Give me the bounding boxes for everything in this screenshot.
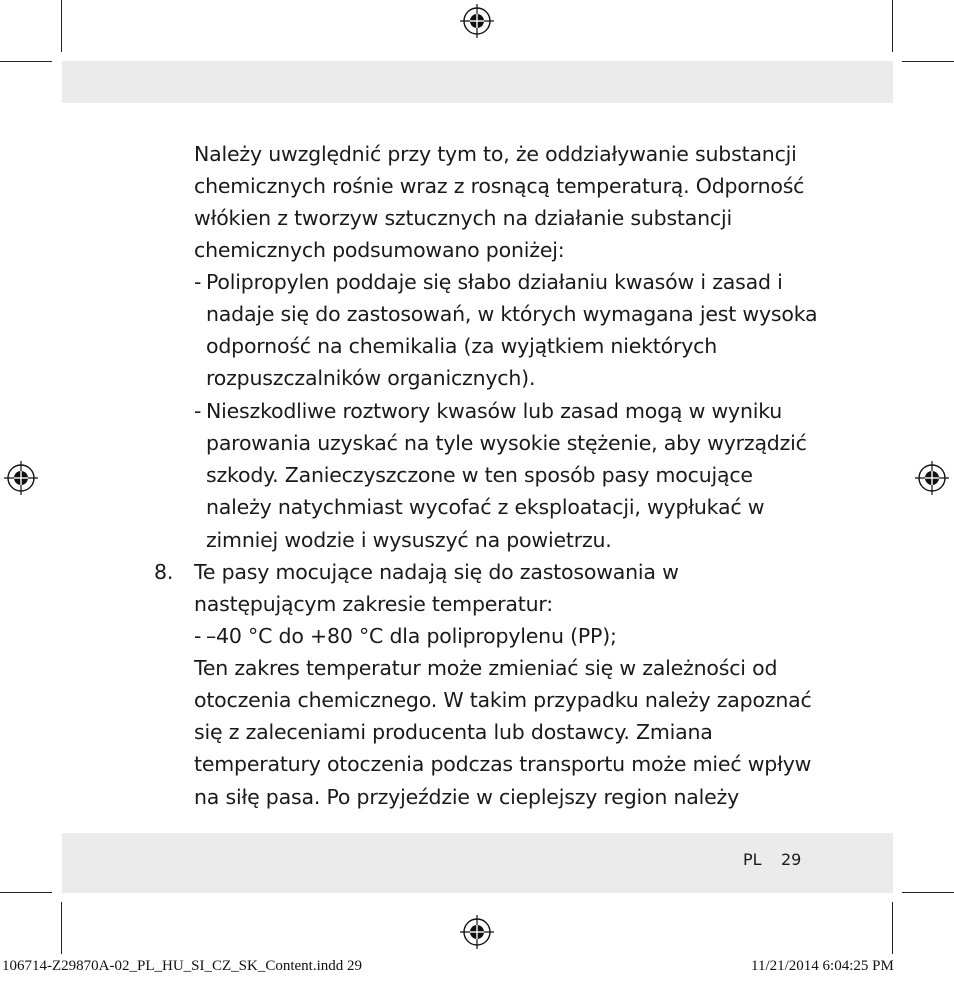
file-slug: 106714-Z29870A-02_PL_HU_SI_CZ_SK_Content.indd 29 [2, 958, 362, 974]
crop-mark-bottom-right-vertical [892, 902, 893, 954]
list-item-line: się z zaleceniami producenta lub dostawcy. Zmiana [194, 720, 713, 744]
temperature-range: –40 °C do +80 °C dla polipropylenu (PP); [206, 624, 617, 648]
bullet-marker: - [194, 624, 202, 648]
language-code: PL [743, 850, 762, 869]
crop-mark-bottom-left-vertical [61, 902, 62, 954]
paragraph-line: Należy uwzględnić przy tym to, że oddziaływanie substancji [194, 142, 797, 166]
bullet-line: nadaje się do zastosowań, w których wymagana jest wysoka [206, 302, 818, 326]
list-item-line: temperatury otoczenia podczas transportu może mieć wpływ [194, 752, 812, 776]
bullet-line: Nieszkodliwe roztwory kwasów lub zasad mogą w wyniku [206, 399, 783, 423]
crop-mark-top-right-horizontal [902, 61, 954, 62]
bullet-line: Polipropylen poddaje się słabo działaniu kwasów i zasad i [206, 270, 783, 294]
list-item-line: Te pasy mocujące nadają się do zastosowania w [194, 560, 679, 584]
paragraph-line: chemicznych rośnie wraz z rosnącą temperaturą. Odporność [194, 174, 805, 198]
page-number: 29 [781, 850, 802, 869]
registration-mark-left-icon [4, 461, 38, 495]
bullet-line: szkody. Zanieczyszczone w ten sposób pasy mocujące [206, 463, 753, 487]
paragraph-line: chemicznych podsumowano poniżej: [194, 238, 565, 262]
list-item-line: otoczenia chemicznego. W takim przypadku należy zapoznać [194, 688, 812, 712]
paragraph-line: włókien z tworzyw sztucznych na działanie substancji [194, 206, 732, 230]
bullet-marker: - [194, 399, 202, 423]
list-item-line: Ten zakres temperatur może zmieniać się w zależności od [194, 656, 778, 680]
bullet-line: rozpuszczalników organicznych). [206, 366, 536, 390]
bullet-line: należy natychmiast wycofać z eksploatacji, wypłukać w [206, 495, 765, 519]
header-band [62, 61, 893, 103]
crop-mark-bottom-right-horizontal [902, 892, 954, 893]
footer-band [62, 833, 893, 893]
timestamp-slug: 11/21/2014 6:04:25 PM [751, 958, 894, 974]
list-item-line: następującym zakresie temperatur: [194, 592, 553, 616]
bullet-marker: - [194, 270, 202, 294]
bullet-line: odporność na chemikalia (za wyjątkiem niektórych [206, 334, 718, 358]
crop-mark-bottom-left-horizontal [0, 892, 52, 893]
bullet-line: zimniej wodzie i wysuszyć na powietrzu. [206, 528, 612, 552]
registration-mark-bottom-icon [460, 915, 494, 949]
crop-mark-top-left-horizontal [0, 61, 52, 62]
list-number: 8. [154, 560, 174, 584]
registration-mark-top-icon [460, 4, 494, 38]
list-item-line: na siłę pasa. Po przyjeździe w cieplejszy region należy [194, 785, 740, 809]
crop-mark-top-left-vertical [61, 0, 62, 52]
registration-mark-right-icon [915, 461, 949, 495]
crop-mark-top-right-vertical [892, 0, 893, 52]
bullet-line: parowania uzyskać na tyle wysokie stężenie, aby wyrządzić [206, 431, 807, 455]
